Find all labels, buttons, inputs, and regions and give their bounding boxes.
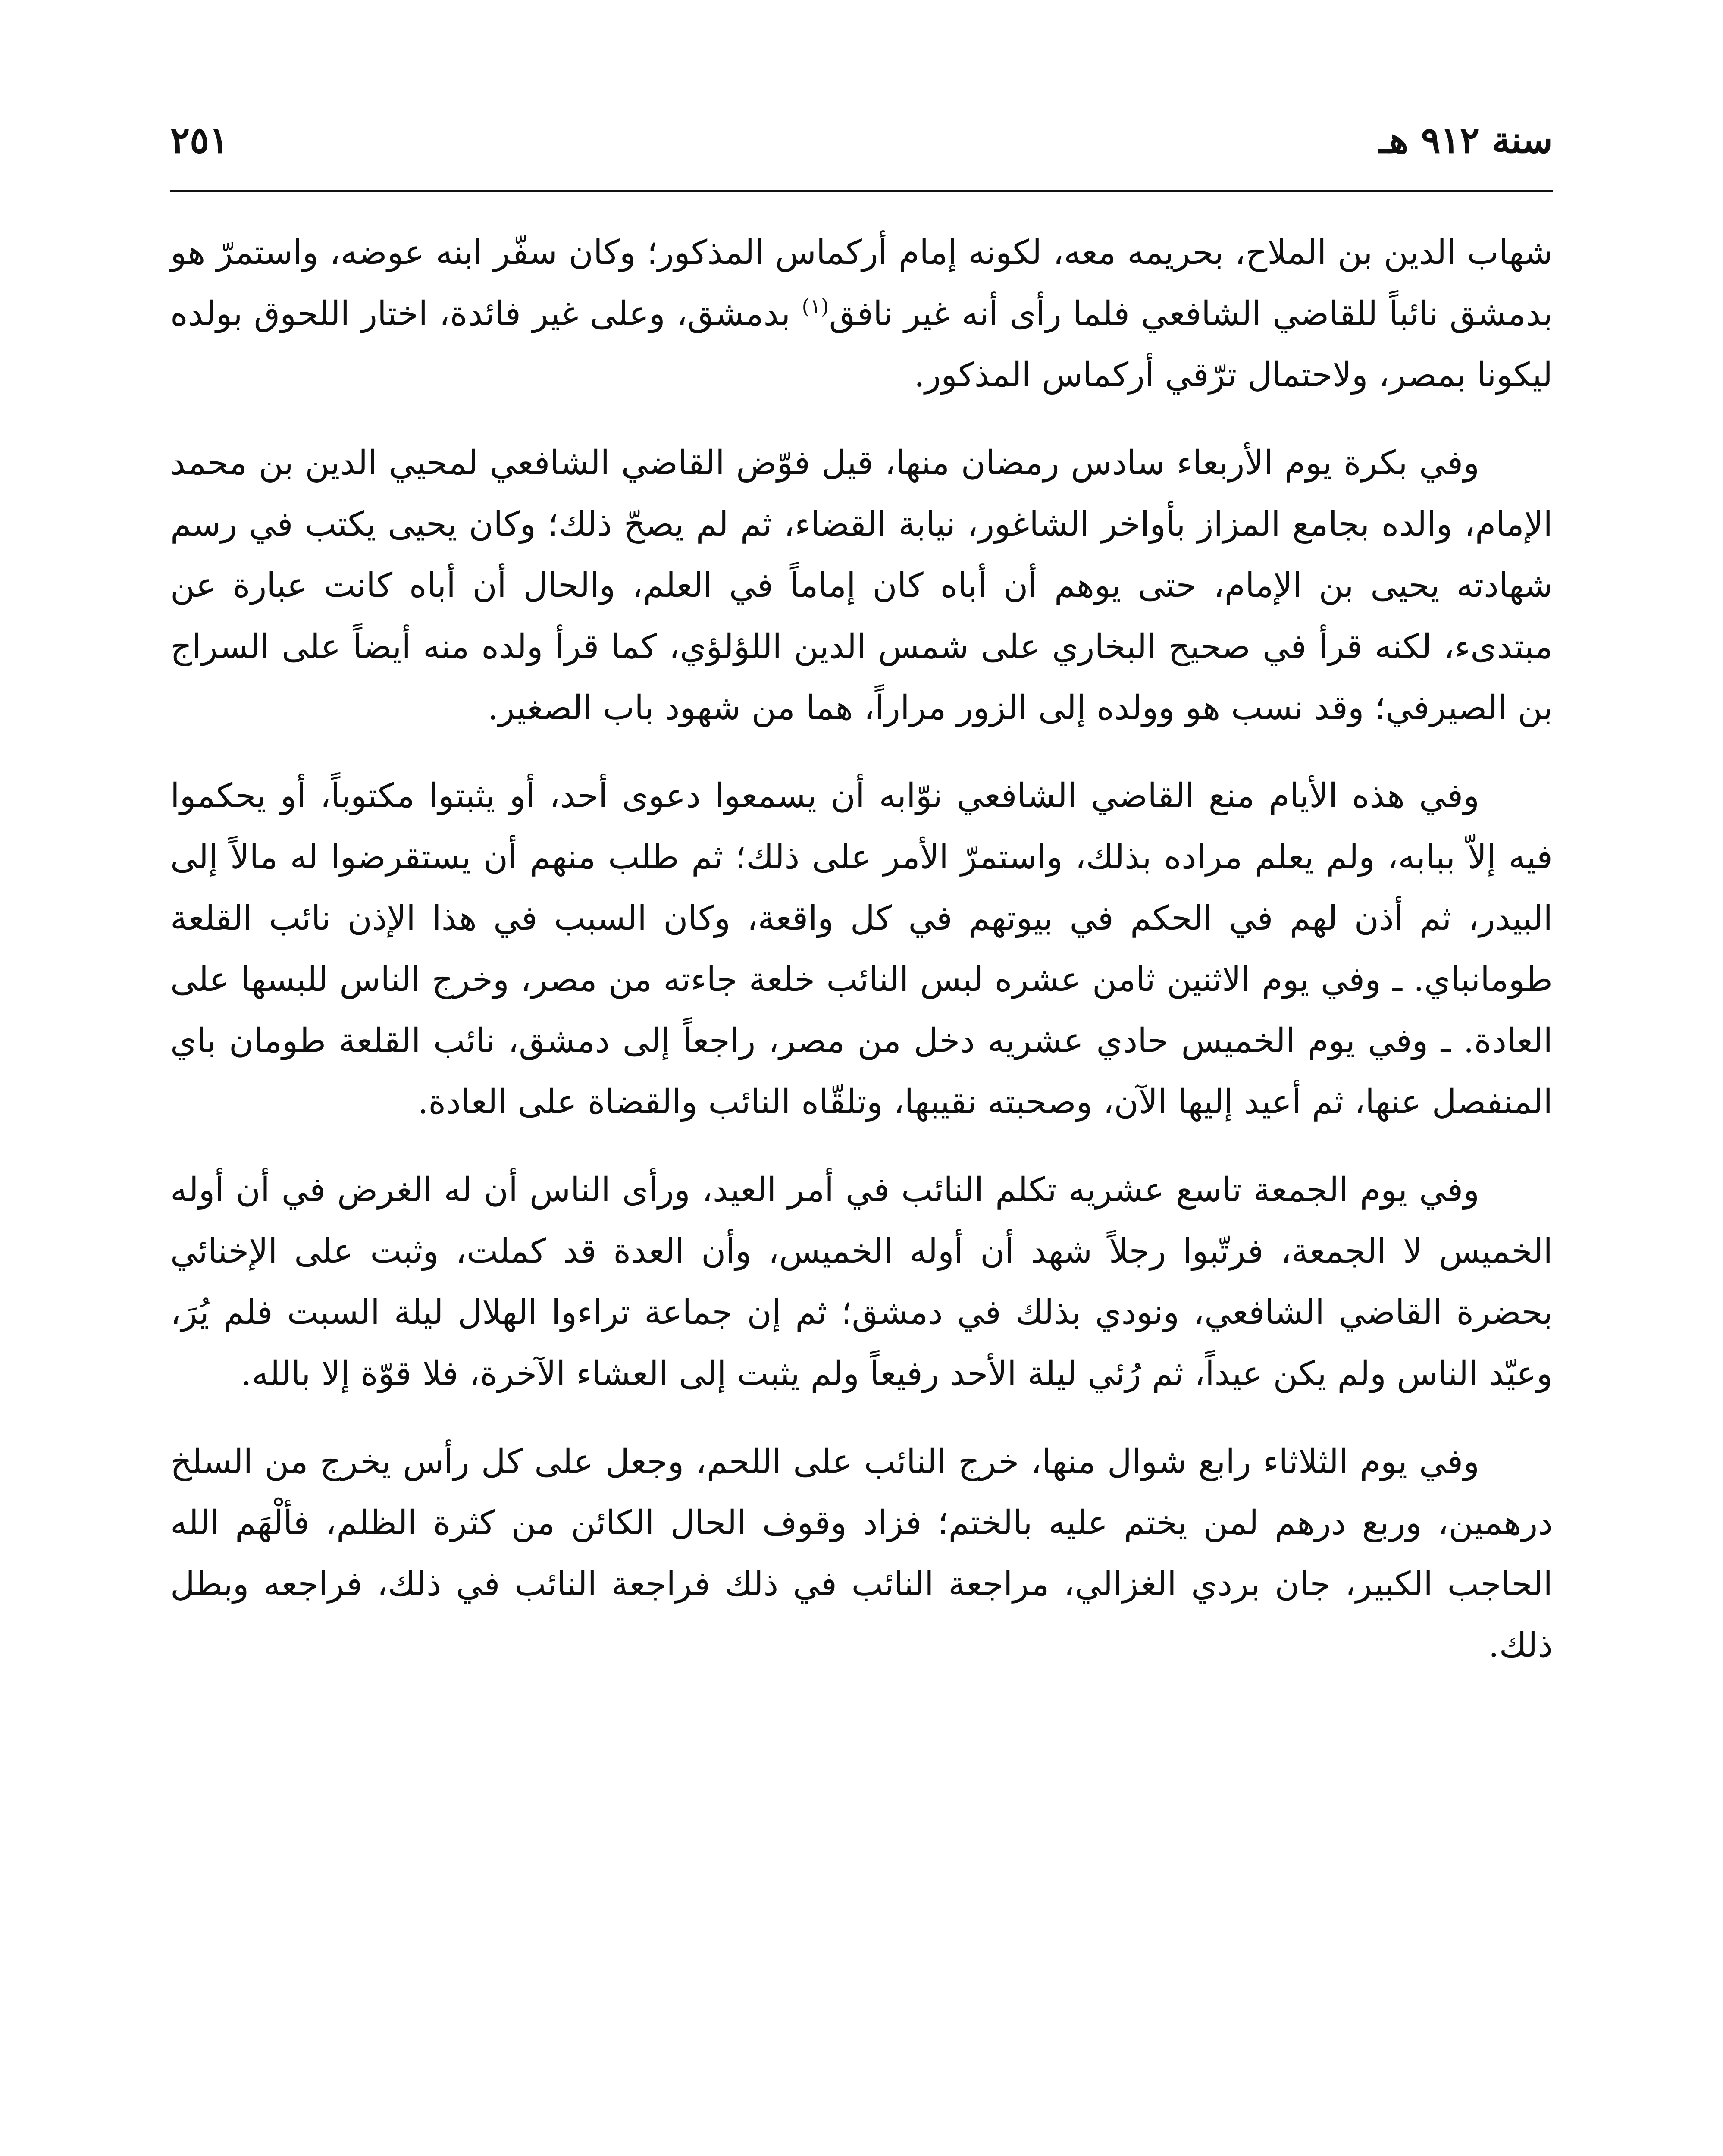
page-header <box>170 108 1553 172</box>
main-text <box>170 222 1553 1703</box>
footnote-reference: (١) <box>802 295 829 319</box>
page-number: ٢٥١ <box>170 119 229 161</box>
paragraph-5: وفي يوم الثلاثاء رابع شوال منها، خرج النائب على اللحم، وجعل على كل رأس يخرج من السلخ درهمين، وربع درهم لمن يختم عليه بالختم؛ فزاد وقوف الحال الكائن من كثرة الظلم، فألْهَم الله الحاجب الكبير، جان بردي الغزالي، مراجعة النائب في ذلك فراجعة النائب في ذلك، فراجعه وبطل ذلك. <box>170 1442 1553 1665</box>
paragraph-4: وفي يوم الجمعة تاسع عشريه تكلم النائب في أمر العيد، ورأى الناس أن له الغرض في أن أوله الخميس لا الجمعة، فرتّبوا رجلاً شهد أن أوله الخميس، وأن العدة قد كملت، وثبت على الإخنائي بحضرة القاضي الشافعي، ونودي بذلك في دمشق؛ ثم إن جماعة تراءوا الهلال ليلة السبت فلم يُرَ، وعيّد الناس ولم يكن عيداً، ثم رُئي ليلة الأحد رفيعاً ولم يثبت إلى العشاء الآخرة، فلا قوّة إلا بالله. <box>170 1171 1553 1393</box>
running-head: سنة ٩١٢ هـ <box>1378 119 1553 161</box>
paragraph-1-text: شهاب الدين بن الملاح، بحريمه معه، لكونه إمام أركماس المذكور؛ وكان سفّر ابنه عوضه، واستمرّ هو بدمشق نائباً للقاضي الشافعي فلما رأى أنه غير نافق <box>170 233 1553 333</box>
paragraph-2: وفي بكرة يوم الأربعاء سادس رمضان منها، قيل فوّض القاضي الشافعي لمحيي الدين بن محمد الإمام، والده بجامع المزاز بأواخر الشاغور، نيابة القضاء، ثم لم يصحّ ذلك؛ وكان يحيى يكتب في رسم شهادته يحيى بن الإمام، حتى يوهم أن أباه كان إماماً في العلم، والحال أن أباه كانت عبارة عن مبتدىء، لكنه قرأ في صحيح البخاري على شمس الدين اللؤلؤي، كما قرأ ولده منه أيضاً على السراج بن الصيرفي؛ وقد نسب هو وولده إلى الزور مراراً، هما من شهود باب الصغير. <box>170 444 1553 727</box>
paragraph-3: وفي هذه الأيام منع القاضي الشافعي نوّابه أن يسمعوا دعوى أحد، أو يثبتوا مكتوباً، أو يحكموا فيه إلاّ ببابه، ولم يعلم مراده بذلك، واستمرّ الأمر على ذلك؛ ثم طلب منهم أن يستقرضوا له مالاً إلى البيدر، ثم أذن لهم في الحكم في بيوتهم في كل واقعة، وكان السبب في هذا الإذن نائب القلعة طومانباي. ـ وفي يوم الاثنين ثامن عشره لبس النائب خلعة جاءته من مصر، وخرج الناس للبسها على العادة. ـ وفي يوم الخميس حادي عشريه دخل من مصر، راجعاً إلى دمشق، نائب القلعة طومان باي المنفصل عنها، ثم أعيد إليها الآن، وصحبته نقيبها، وتلقّاه النائب والقضاة على العادة. <box>170 777 1553 1122</box>
header-rule <box>170 190 1553 192</box>
paragraph-1 <box>170 222 1553 406</box>
paragraph-1-text-continued: بدمشق، وعلى غير فائدة، اختار اللحوق بولده ليكونا بمصر، ولاحتمال ترّقي أركماس المذكور. <box>170 295 1553 395</box>
